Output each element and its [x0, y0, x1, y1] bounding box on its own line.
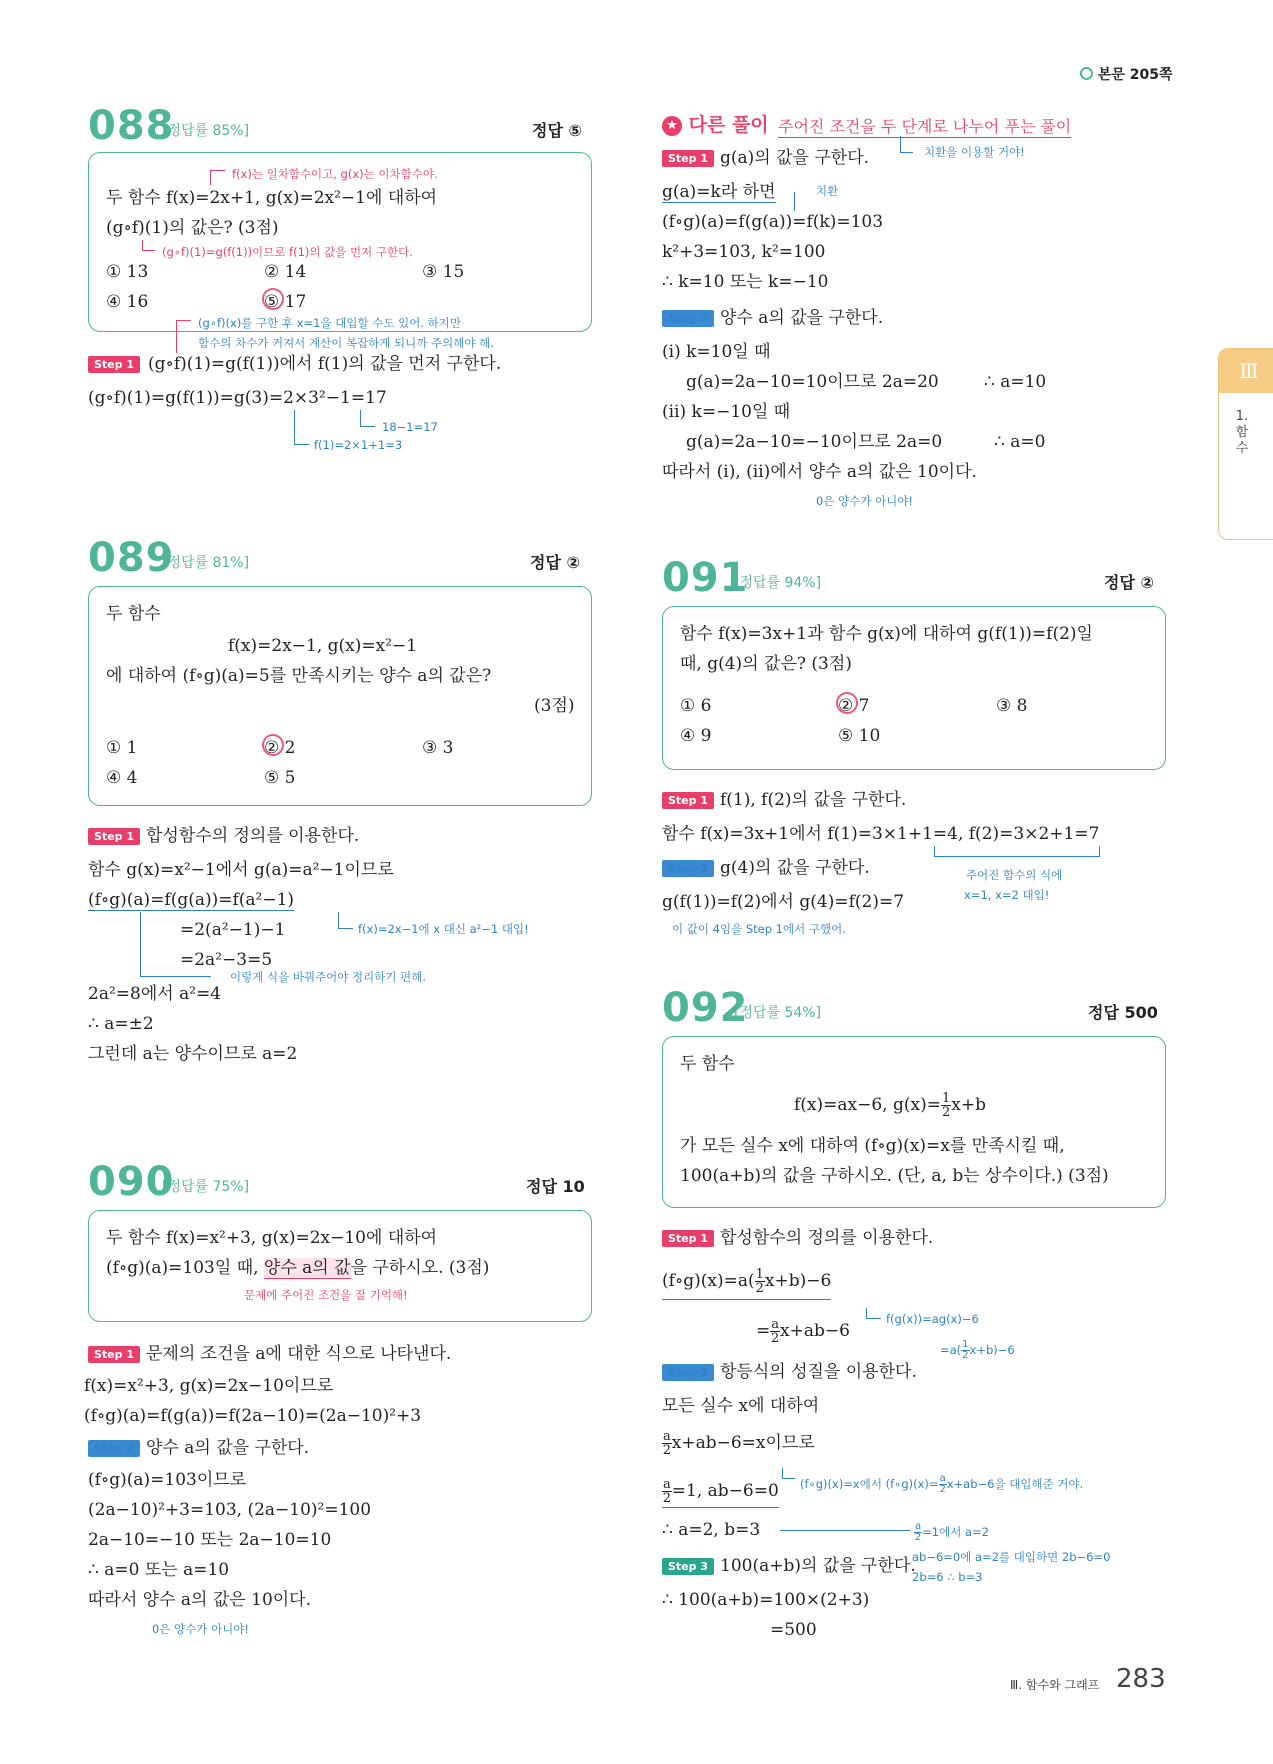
- step-badge-091-2: Step 2: [662, 860, 714, 877]
- note-088-mid: (g∘f)(1)=g(f(1))이므로 f(1)의 값을 먼저 구한다.: [162, 245, 413, 259]
- question-089-line1: 두 함수: [106, 604, 161, 624]
- alt-line5: (ⅰ) k=10일 때: [662, 342, 771, 362]
- question-092-line1: 두 함수: [680, 1054, 735, 1074]
- solution-092-line5: $\frac{a}{2}$ =1, ab−6=0: [662, 1477, 779, 1506]
- step-badge-092-1: Step 1: [662, 1230, 714, 1247]
- note-088-b1: (g∘f)(x)를 구한 후 x=1을 대입할 수도 있어. 하지만: [198, 316, 461, 330]
- choice-091-4: ④ 9: [680, 726, 712, 746]
- footer-chapter: Ⅲ. 함수와 그래프: [1010, 1678, 1100, 1692]
- solution-092-line8: =500: [770, 1620, 817, 1640]
- solution-090-line4: (2a−10)²+3=103, (2a−10)²=100: [88, 1500, 372, 1520]
- question-089-line4: (3점): [534, 696, 575, 716]
- alt-line6: g(a)=2a−10=10이므로 2a=20: [686, 372, 939, 392]
- solution-090-line3: (f∘g)(a)=103이므로: [88, 1470, 247, 1490]
- alt-solution-subtitle: 주어진 조건을 두 단계로 나누어 푸는 풀이: [778, 114, 1071, 138]
- solution-092-line1: (f∘g)(x)=a( $\frac{1}{2}$ x+b)−6: [662, 1268, 831, 1300]
- question-088-line1: 두 함수 f(x)=2x+1, g(x)=2x²−1에 대하여: [106, 188, 438, 208]
- note-091-n1: 주어진 함수의 식에: [966, 868, 1063, 882]
- solution-089-line1: 함수 g(x)=x²−1에서 g(a)=a²−1이므로: [88, 860, 394, 880]
- choice-091-3: ③ 8: [996, 696, 1028, 716]
- note-alt-last: 0은 양수가 아니야!: [816, 494, 913, 508]
- circle-icon: [1080, 67, 1093, 80]
- alt-solution-title: ★ 다른 풀이: [662, 110, 769, 137]
- note-alt-subst: 치환: [816, 184, 839, 198]
- choice-089-2: ② 2: [264, 738, 296, 758]
- note-089-n1: f(x)=2x−1에 x 대신 a²−1 대입!: [358, 922, 529, 936]
- step-badge-089-1: Step 1: [88, 828, 140, 845]
- solution-092-line6: ∴ a=2, b=3: [662, 1520, 761, 1540]
- alt-line1: g(a)=k라 하면: [662, 182, 776, 202]
- page-reference: 본문 205쪽: [1080, 64, 1173, 84]
- choice-088-3: ③ 15: [422, 262, 465, 282]
- question-092-line4: 100(a+b)의 값을 구하시오. (단, a, b는 상수이다.) (3점): [680, 1166, 1109, 1186]
- step-badge-090-1: Step 1: [88, 1346, 140, 1363]
- question-088-line2: (g∘f)(1)의 값은? (3점): [106, 218, 279, 238]
- solution-090-line6: ∴ a=0 또는 a=10: [88, 1560, 230, 1580]
- note-091-n3: 이 값이 4임을 Step 1에서 구했어.: [672, 922, 846, 936]
- answer-089: 정답 ②: [530, 553, 581, 572]
- choice-091-1: ① 6: [680, 696, 712, 716]
- alt-line2: (f∘g)(a)=f(g(a))=f(k)=103: [662, 212, 884, 232]
- step-092-1-title: 합성함수의 정의를 이용한다.: [720, 1228, 934, 1248]
- solution-090-line2: (f∘g)(a)=f(g(a))=f(2a−10)=(2a−10)²+3: [84, 1406, 422, 1426]
- alt-line3: k²+3=103, k²=100: [662, 242, 826, 262]
- step-092-2-title: 항등식의 성질을 이용한다.: [720, 1362, 917, 1382]
- question-091-line1: 함수 f(x)=3x+1과 함수 g(x)에 대하여 g(f(1))=f(2)일: [680, 624, 1093, 644]
- rate-091: [정답률 94%]: [734, 575, 822, 591]
- rate-092: [정답률 54%]: [734, 1005, 822, 1021]
- alt-line8: g(a)=2a−10=−10이므로 2a=0: [686, 432, 943, 452]
- solution-089-line5: 2a²=8에서 a²=4: [88, 984, 222, 1004]
- answer-090: 정답 10: [526, 1177, 585, 1196]
- fraction-half: $\frac{1}{2}$: [941, 1091, 951, 1120]
- answer-092: 정답 500: [1088, 1003, 1158, 1022]
- alt-line9: 따라서 (ⅰ), (ⅱ)에서 양수 a의 값은 10이다.: [662, 462, 977, 482]
- question-090-line1: 두 함수 f(x)=x²+3, g(x)=2x−10에 대하여: [106, 1228, 438, 1248]
- choice-088-5: ⑤ 17: [264, 292, 307, 312]
- step-badge-092-3: Step 3: [662, 1558, 714, 1575]
- step-badge-092-2: Step 2: [662, 1364, 714, 1381]
- solution-088-line1: (g∘f)(1)=g(f(1))=g(3)=2×3²−1=17: [88, 388, 387, 408]
- note-089-n2: 이렇게 식을 바꿔주어야 정리하기 편해.: [230, 970, 427, 984]
- alt-line6b: ∴ a=10: [984, 372, 1047, 392]
- answer-088: 정답 ⑤: [532, 121, 583, 140]
- note-090: 문제에 주어진 조건을 잘 기억해!: [244, 1288, 408, 1302]
- check-mark-icon: ⑤: [264, 292, 280, 312]
- solution-089-line3: =2(a²−1)−1: [180, 920, 286, 940]
- problem-number-089: 089: [88, 535, 175, 581]
- solution-092-line2: = $\frac{a}{2}$ x+ab−6: [756, 1317, 850, 1346]
- solution-092-line4: $\frac{a}{2}$ x+ab−6=x이므로: [662, 1429, 815, 1458]
- step-badge-091-1: Step 1: [662, 792, 714, 809]
- question-090-line2: (f∘g)(a)=103일 때, 양수 a의 값을 구하시오. (3점): [106, 1258, 490, 1278]
- chapter-label: 1. 함수: [1235, 409, 1249, 456]
- note-alt-sub: 치환을 이용할 거야!: [924, 145, 1025, 159]
- choice-089-4: ④ 4: [106, 768, 138, 788]
- note-088-n1: 18−1=17: [382, 420, 438, 434]
- step-badge-090-2: Step 2: [88, 1440, 140, 1457]
- step-badge-alt-2: Step 2: [662, 310, 714, 327]
- problem-box-089: [88, 586, 592, 806]
- solution-092-line7: ∴ 100(a+b)=100×(2+3): [662, 1590, 870, 1610]
- problem-number-090: 090: [88, 1159, 175, 1205]
- note-090-last: 0은 양수가 아니야!: [152, 1622, 249, 1636]
- choice-088-2: ② 14: [264, 262, 307, 282]
- step-badge-088-1: Step 1: [88, 356, 140, 373]
- choice-089-3: ③ 3: [422, 738, 454, 758]
- note-092-n2: =a( $\frac{1}{2}$ x+b)−6: [940, 1339, 1015, 1361]
- choice-091-5: ⑤ 10: [838, 726, 881, 746]
- question-091-line2: 때, g(4)의 값은? (3점): [680, 654, 852, 674]
- step-alt-2-title: 양수 a의 값을 구한다.: [720, 308, 884, 328]
- step-090-1-title: 문제의 조건을 a에 대한 식으로 나타낸다.: [146, 1344, 452, 1364]
- note-092-n1: f(g(x))=ag(x)−6: [886, 1312, 979, 1326]
- question-089-line2: f(x)=2x−1, g(x)=x²−1: [228, 636, 418, 656]
- step-089-1-title: 합성함수의 정의를 이용한다.: [146, 826, 360, 846]
- check-mark-icon: ②: [264, 738, 280, 758]
- chapter-roman: Ⅲ: [1219, 349, 1273, 393]
- problem-number-091: 091: [662, 555, 749, 601]
- note-092-n5: ab−6=0에 a=2를 대입하면 2b−6=0: [912, 1550, 1111, 1564]
- chapter-tab[interactable]: [1218, 348, 1273, 540]
- choice-088-4: ④ 16: [106, 292, 149, 312]
- note-092-n4: $\frac{a}{2}$ =1에서 a=2: [914, 1521, 989, 1543]
- solution-089-line7: 그런데 a는 양수이므로 a=2: [88, 1044, 298, 1064]
- note-088-b2: 함수의 차수가 커져서 계산이 복잡하게 되니까 주의해야 해.: [198, 336, 494, 350]
- page-number: 283: [1116, 1664, 1166, 1694]
- solution-089-line6: ∴ a=±2: [88, 1014, 154, 1034]
- question-092-line3: 가 모든 실수 x에 대하여 (f∘g)(x)=x를 만족시킬 때,: [680, 1136, 1065, 1156]
- note-091-n2: x=1, x=2 대입!: [964, 888, 1050, 902]
- check-mark-icon: ②: [838, 696, 854, 716]
- answer-091: 정답 ②: [1104, 573, 1155, 592]
- alt-line4: ∴ k=10 또는 k=−10: [662, 272, 829, 292]
- solution-090-line7: 따라서 양수 a의 값은 10이다.: [88, 1590, 312, 1610]
- step-090-2-title: 양수 a의 값을 구한다.: [146, 1438, 310, 1458]
- step-088-1-title: (g∘f)(1)=g(f(1))에서 f(1)의 값을 먼저 구한다.: [148, 354, 502, 374]
- choice-088-1: ① 13: [106, 262, 149, 282]
- solution-091-line2: g(f(1))=f(2)에서 g(4)=f(2)=7: [662, 892, 905, 912]
- solution-090-line1: f(x)=x²+3, g(x)=2x−10이므로: [84, 1376, 334, 1396]
- star-icon: ★: [662, 116, 682, 136]
- note-092-n6: 2b=6 ∴ b=3: [912, 1570, 983, 1584]
- problem-number-088: 088: [88, 103, 175, 149]
- rate-089: [정답률 81%]: [162, 555, 250, 571]
- note-088-n2: f(1)=2×1+1=3: [314, 438, 403, 452]
- solution-092-line3: 모든 실수 x에 대하여: [662, 1396, 820, 1416]
- step-alt-1-title: g(a)의 값을 구한다.: [720, 148, 870, 168]
- alt-line7: (ⅱ) k=−10일 때: [662, 402, 791, 422]
- question-089-line3: 에 대하여 (f∘g)(a)=5를 만족시키는 양수 a의 값은?: [106, 666, 492, 686]
- note-092-n3: (f∘g)(x)=x에서 (f∘g)(x)= $\frac{a}{2}$ x+ab−6을 대입해준 거야.: [800, 1473, 1084, 1495]
- choice-091-2: ② 7: [838, 696, 870, 716]
- note-088-top: f(x)는 일차함수이고, g(x)는 이차함수야.: [232, 167, 438, 181]
- choice-089-1: ① 1: [106, 738, 138, 758]
- step-badge-alt-1: Step 1: [662, 150, 714, 167]
- alt-line8b: ∴ a=0: [994, 432, 1046, 452]
- solution-090-line5: 2a−10=−10 또는 2a−10=10: [88, 1530, 332, 1550]
- problem-number-092: 092: [662, 985, 749, 1031]
- solution-091-line1: 함수 f(x)=3x+1에서 f(1)=3×1+1=4, f(2)=3×2+1=7: [662, 824, 1100, 844]
- question-092-line2: f(x)=ax−6, g(x)= $\frac{1}{2}$ x+b: [794, 1091, 986, 1120]
- solution-089-line2: (f∘g)(a)=f(g(a))=f(a²−1): [88, 890, 295, 910]
- choice-089-5: ⑤ 5: [264, 768, 296, 788]
- step-091-1-title: f(1), f(2)의 값을 구한다.: [720, 790, 907, 810]
- step-091-2-title: g(4)의 값을 구한다.: [720, 858, 870, 878]
- rate-088: [정답률 85%]: [162, 123, 250, 139]
- rate-090: [정답률 75%]: [162, 1179, 250, 1195]
- step-092-3-title: 100(a+b)의 값을 구한다.: [720, 1556, 916, 1576]
- solution-089-line4: =2a²−3=5: [180, 950, 273, 970]
